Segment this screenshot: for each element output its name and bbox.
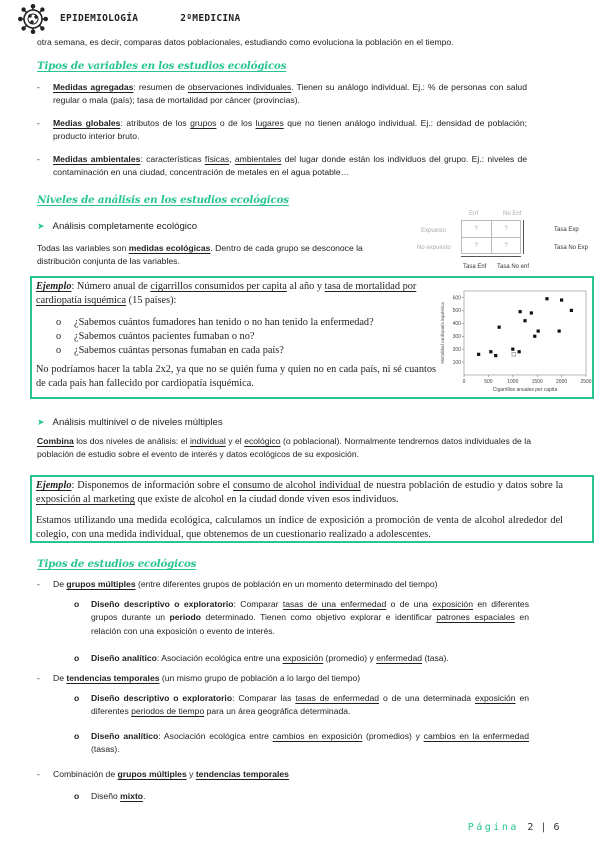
intro-text: otra semana, es decir, comparas datos poblacionales, estudiando como evoluciona la población en el tiempo. <box>37 37 454 47</box>
example-text-alcohol-2: Estamos utilizando una medida ecológica, calculamos un índice de exposición a promoción de venta de alcohol alrededor del colegio, con una medida individual, que obtenemos de un cuestionario realizado a adolescentes. <box>36 515 563 540</box>
list-item: - Medias globales: atributos de los grupos o de los lugares que no tienen análogo individual. Ej.: densidad de población; producto interior bruto. <box>37 118 527 142</box>
list-item: - De tendencias temporales (un mismo grupo de población a lo largo del tiempo) <box>37 673 361 683</box>
section-title-niveles: Niveles de análisis en los estudios ecológicos <box>37 194 289 206</box>
x-tick-label: 2000 <box>556 379 568 385</box>
arrow-icon: ➤ <box>37 417 45 427</box>
row-label: No expuesto <box>417 245 451 251</box>
question-list <box>56 316 436 358</box>
sub-list-item: o Diseño descriptivo o exploratorio: Comparar las tasas de enfermedad o de una determinada exposición en diferentes periodos de tiempo para un área geográfica determinada. <box>74 693 530 717</box>
row-total-label: Tasa No Exp <box>554 245 589 251</box>
y-axis-label: Mortalidad cardiopatía isquémica <box>440 302 445 364</box>
col-total-label: Tasa Enf <box>463 264 487 270</box>
list-item: o ¿Sabemos cuántos pacientes fumaban o no? <box>56 330 255 342</box>
subsection-title-ecologico: ➤ Análisis completamente ecológico <box>37 221 198 232</box>
course-title: 2ºMEDICINA <box>180 12 241 24</box>
multinivel-paragraph: Combina los dos niveles de análisis: el individual y el ecológico (o poblacional). Normalmente tendremos datos individuales de la población de estudio sobre el evento de interés y datos ecológicos de su exposición. <box>37 436 531 460</box>
col-total-label: Tasa No enf <box>497 264 530 270</box>
table-cell: ? <box>474 224 478 232</box>
y-tick-label: 400 <box>452 321 461 328</box>
data-point <box>537 329 540 332</box>
x-tick-label: 1000 <box>507 379 519 385</box>
page-header <box>18 4 240 34</box>
data-point <box>533 335 536 338</box>
x-tick-label: 1500 <box>531 379 543 385</box>
data-point <box>530 311 533 314</box>
data-point <box>489 350 492 353</box>
data-point <box>570 309 573 312</box>
example-text-tabaco: Ejemplo: Número anual de cigarrillos consumidos per capita al año y tasa de mortalidad por cardiopatía isquémica (15 países): <box>36 281 417 306</box>
y-tick-label: 300 <box>452 334 461 341</box>
row-total-label: Tasa Exp <box>554 227 579 233</box>
y-tick-label: 100 <box>452 359 461 366</box>
data-point-highlight <box>512 353 516 357</box>
list-item: - De grupos múltiples (entre diferentes grupos de población en un momento determinado del tiempo) <box>37 579 438 589</box>
page-footer: Página 2 | 6 <box>467 822 560 833</box>
list-item: - Medidas agregadas: resumen de observaciones individuales. Tienen su análogo individual. Ej.: % de personas con salud regular o mala (país); tasa de mortalidad por cáncer (provincias). <box>37 82 527 106</box>
ecologico-paragraph: Todas las variables son medidas ecológicas. Dentro de cada grupo se desconoce la distribución conjunta de las variables. <box>37 243 363 267</box>
data-point <box>494 354 497 357</box>
y-tick-label: 200 <box>452 346 461 353</box>
data-point <box>560 298 563 301</box>
table-cell: ? <box>504 241 508 249</box>
list-item: o ¿Sabemos cuántas personas fumaban en cada país? <box>56 344 284 356</box>
example-closing: No podríamos hacer la tabla 2x2, ya que no se quién fuma y quien no en cada país, ni sé cuantos de cada país han fallecido por cardiopatía isquémica. <box>36 364 436 389</box>
x-tick-label: 2500 <box>580 379 592 385</box>
section-title-tipos: Tipos de estudios ecológicos <box>37 558 197 570</box>
subsection-title-multinivel: ➤ Análisis multinivel o de niveles múltiples <box>37 417 223 428</box>
y-tick-label: 600 <box>452 295 461 302</box>
subject-title: EPIDEMIOLOGÍA <box>60 12 139 24</box>
data-point <box>545 297 548 300</box>
y-tick-label: 500 <box>452 308 461 315</box>
arrow-icon: ➤ <box>37 221 45 231</box>
table-2x2-figure <box>415 208 595 278</box>
virus-logo-icon <box>18 4 48 34</box>
section-title-variables: Tipos de variables en los estudios ecológicos <box>37 60 287 72</box>
sub-list-item: o Diseño analítico: Asociación ecológica entre una exposición (promedio) y enfermedad (tasa). <box>74 653 449 663</box>
data-point <box>523 319 526 322</box>
sub-list-item: o Diseño analítico: Asociación ecológica entre cambios en exposición (promedios) y cambios en la enfermedad (tasas). <box>74 731 529 755</box>
data-point <box>477 353 480 356</box>
sub-list-item: o Diseño mixto. <box>74 791 146 801</box>
data-point <box>511 348 514 351</box>
list-item: - Medidas ambientales: características físicas, ambientales del lugar donde están los individuos del grupo. Ej.: niveles de contaminación en una ciudad, concentración de metales en el agua potable… <box>37 154 528 178</box>
example-text-alcohol: Ejemplo: Disponemos de información sobre el consumo de alcohol individual de nuestra población de estudio y datos sobre la exposición al marketing que existe de alcohol en la ciudad donde viven esos individuos. <box>36 480 564 505</box>
x-axis-label: Cigarrillos anuales per capita <box>492 387 558 393</box>
data-point <box>519 310 522 313</box>
list-item: o ¿Sabemos cuántos fumadores han tenido o no han tenido la enfermedad? <box>56 317 374 328</box>
x-tick-label: 0 <box>462 379 466 385</box>
data-point <box>518 350 521 353</box>
scatter-chart <box>438 283 592 397</box>
plot-frame <box>464 291 586 375</box>
row-label: Expuesto <box>421 228 447 234</box>
data-point <box>558 329 561 332</box>
col-label: Enf <box>469 211 479 217</box>
x-tick-label: 500 <box>484 379 493 385</box>
col-label: No Enf <box>503 211 522 217</box>
list-item: - Combinación de grupos múltiples y tendencias temporales <box>37 769 289 779</box>
table-cell: ? <box>474 241 478 249</box>
table-cell: ? <box>504 224 508 232</box>
sub-list-item: o Diseño descriptivo o exploratorio: Comparar tasas de una enfermedad o de una exposición en diferentes grupos durante un periodo determinado. Tienen como objetivo explorar e identificar patrones espaciales en relación con una exposición o evento de interés. <box>74 599 530 636</box>
data-point <box>498 326 501 329</box>
